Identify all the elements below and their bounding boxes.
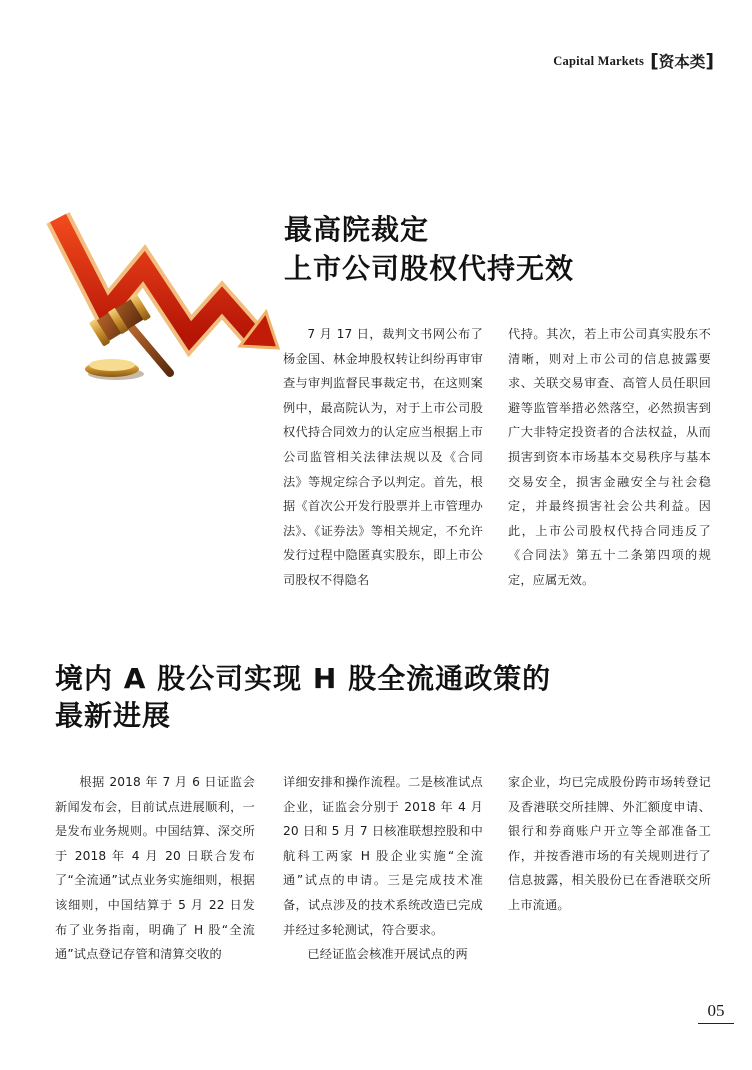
- gavel-downtrend-illustration: [44, 208, 282, 386]
- article2-column3: [508, 770, 711, 918]
- article1-title: [284, 210, 574, 288]
- section-name-en: Capital Markets: [553, 53, 645, 68]
- article1-column1: [283, 322, 483, 593]
- page-number: 05: [698, 1001, 734, 1024]
- article2-title: [55, 660, 551, 734]
- article2-title-line2: 最新进展: [55, 699, 172, 732]
- article2-column2: [283, 770, 483, 967]
- article1-paragraph: 7 月 17 日，裁判文书网公布了杨金国、林金坤股权转让纠纷再审审查与审判监督民事裁定书，在这则案例中，最高院认为，对于上市公司股权代持合同效力的认定应当根据上市公司监管相关法律法规以及《合同法》等规定综合予以判定。首先，根据《首次公开发行股票并上市管理办法》、《证券法》等相关规定，不允许发行过程中隐匿真实股东，即上市公司股权不得隐名: [283, 327, 483, 587]
- section-label-cn: 资本类: [658, 53, 706, 71]
- article2-paragraph2: 已经证监会核准开展试点的两: [307, 947, 468, 962]
- section-name-cn: [650, 50, 714, 72]
- section-header: [553, 50, 714, 72]
- article2-column1: [55, 770, 255, 967]
- article1-column2: [508, 322, 711, 593]
- article1-paragraph-cont: 代持。其次，若上市公司真实股东不清晰，则对上市公司的信息披露要求、关联交易审查、高管人员任职回避等监管举措必然落空，必然损害到广大非特定投资者的合法权益，从而损害到资本市场基本交易秩序与基本交易安全，损害金融安全与社会稳定，并最终损害社会公共利益。因此，上市公司股权代持合同违反了《合同法》第五十二条第四项的规定，应属无效。: [508, 327, 711, 587]
- bracket-open: [: [650, 50, 659, 72]
- downtrend-arrow: [58, 218, 278, 348]
- article2-title-line1: 境内 A 股公司实现 H 股全流通政策的: [55, 662, 552, 695]
- article1-title-line1: 最高院裁定: [284, 213, 430, 246]
- article2-paragraph2-cont: 家企业，均已完成股份跨市场转登记及香港联交所挂牌、外汇额度申请、银行和券商账户开立等全部准备工作，并按香港市场的有关规则进行了信息披露，相关股份已在香港联交所上市流通。: [508, 775, 711, 912]
- article2-paragraph-cont: 详细安排和操作流程。二是核准试点企业，证监会分别于 2018 年 4 月 20 日和 5 月 7 日核准联想控股和中航科工两家 H 股企业实施“全流通”试点的申请。三是完成技术准备，试点涉及的技术系统改造已完成并经过多轮测试，符合要求。: [283, 775, 483, 937]
- article2-paragraph: 根据 2018 年 7 月 6 日证监会新闻发布会，目前试点进展顺利，一是发布业务规则。中国结算、深交所于 2018 年 4 月 20 日联合发布了“全流通”试点业务实施细则，根据该细则，中国结算于 5 月 22 日发布了业务指南，明确了 H 股“全流通”试点登记存管和清算交收的: [55, 775, 255, 962]
- bracket-close: ]: [705, 50, 714, 72]
- article1-title-line2: 上市公司股权代持无效: [284, 252, 575, 285]
